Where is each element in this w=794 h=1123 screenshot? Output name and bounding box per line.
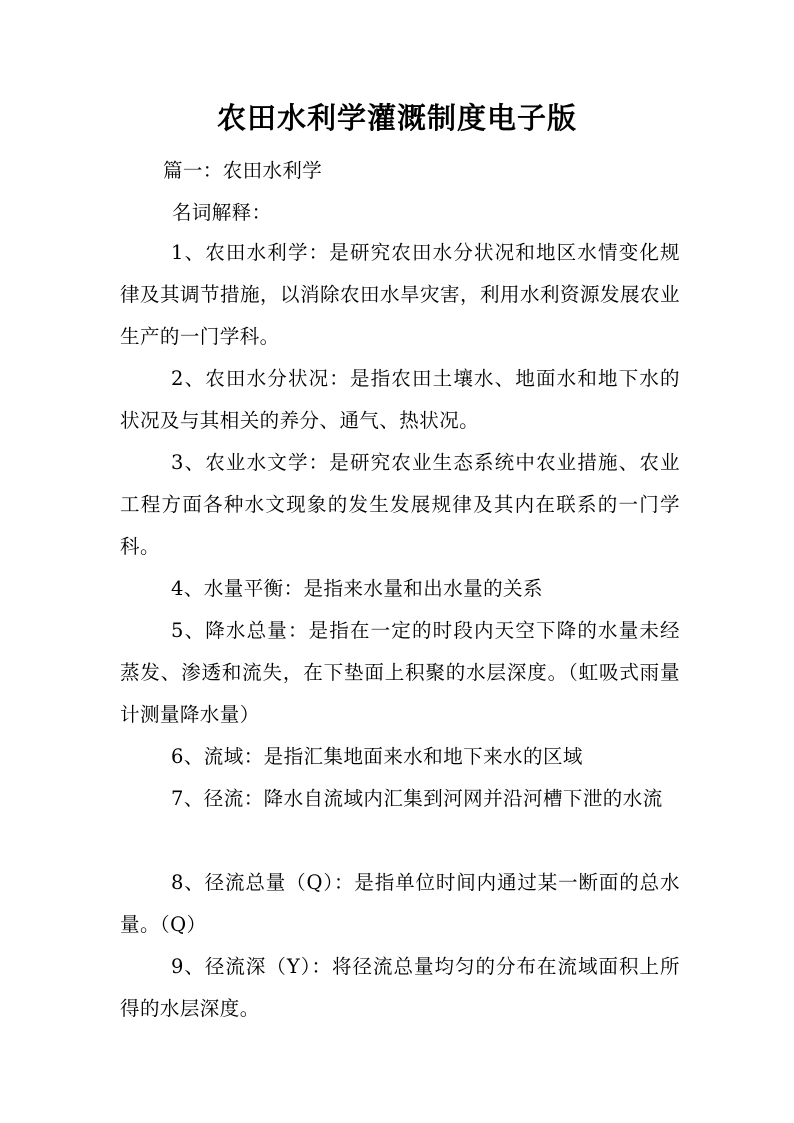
article-subtitle: 篇一：农田水利学 [163,159,323,182]
document-title: 农田水利学灌溉制度电子版 [216,101,577,135]
definition-paragraph-3: 3、农业水文学：是研究农业生态系统中农业措施、农业工程方面各种水文现象的发生发展规律及其内在联系的一门学科。 [120,451,680,558]
definition-paragraph-4: 4、水量平衡：是指来水量和出水量的关系 [171,577,543,600]
definition-paragraph-8: 8、径流总量（Q）：是指单位时间内通过某一断面的总水量。（Q） [120,871,680,936]
definition-paragraph-2: 2、农田水分状况：是指农田土壤水、地面水和地下水的状况及与其相关的养分、通气、热状况。 [120,367,680,432]
section-heading: 名词解释： [172,201,272,224]
definition-paragraph-1: 1、农田水利学：是研究农田水分状况和地区水情变化规律及其调节措施，以消除农田水旱灾害，利用水利资源发展农业生产的一门学科。 [120,241,680,348]
definition-paragraph-6: 6、流域：是指汇集地面来水和地下来水的区域 [171,745,583,768]
definition-paragraph-9: 9、径流深（Y）：将径流总量均匀的分布在流域面积上所得的水层深度。 [120,955,680,1020]
definition-paragraph-5: 5、降水总量：是指在一定的时段内天空下降的水量未经蒸发、渗透和流失，在下垫面上积聚的水层深度。（虹吸式雨量计测量降水量） [120,619,680,726]
definition-paragraph-7: 7、径流：降水自流域内汇集到河网并沿河槽下泄的水流 [171,787,663,810]
